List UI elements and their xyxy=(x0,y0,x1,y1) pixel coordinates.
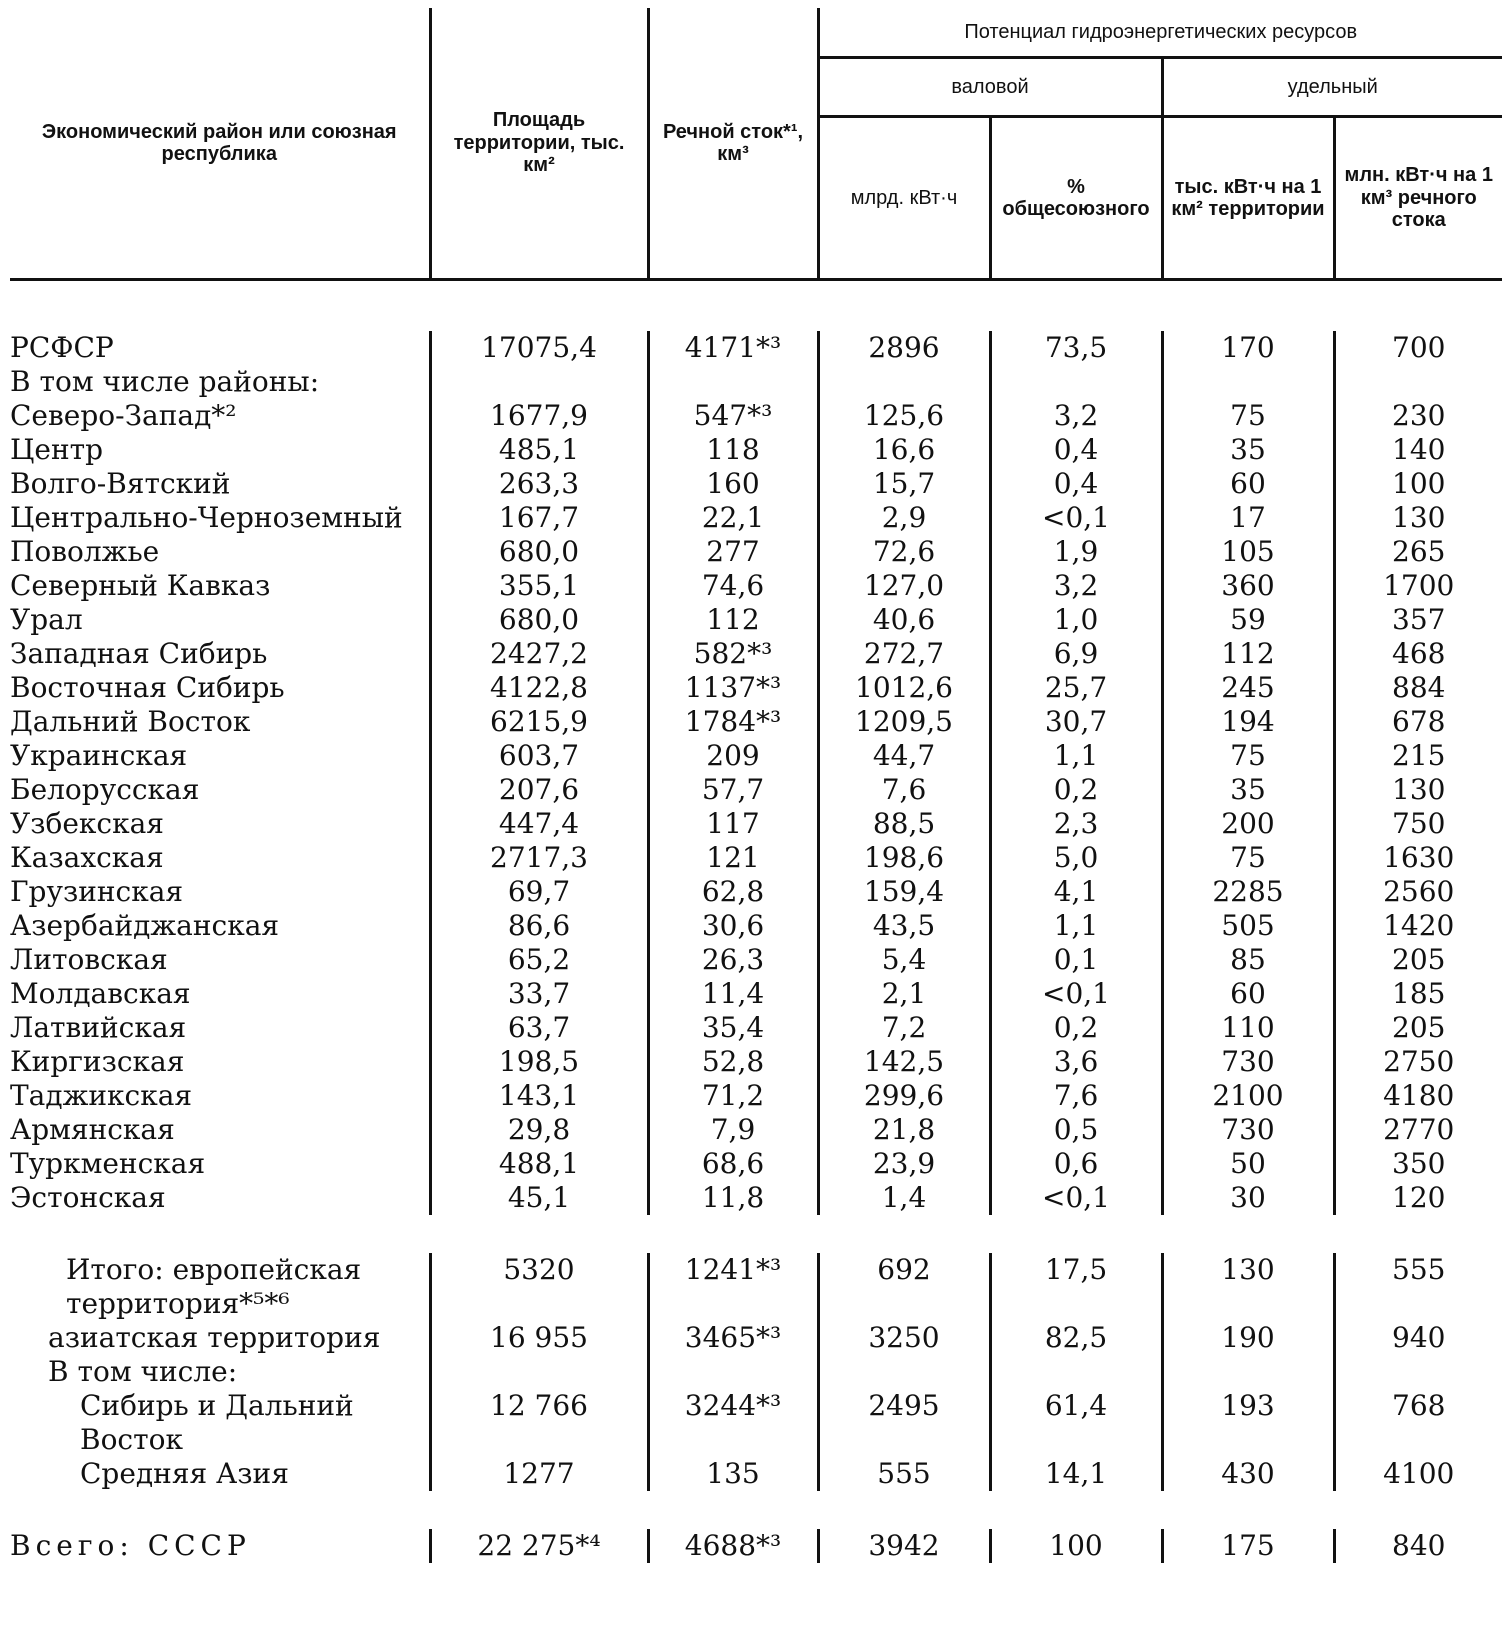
cell-bln: 198,6 xyxy=(818,841,990,875)
cell-per-area: 59 xyxy=(1162,603,1334,637)
cell-bln: 692 xyxy=(818,1253,990,1321)
table-row xyxy=(10,875,1502,909)
cell-pct: 6,9 xyxy=(990,637,1162,671)
cell-bln: 21,8 xyxy=(818,1113,990,1147)
cell-runoff: 4171*³ xyxy=(648,331,818,365)
cell-per-area: 193 xyxy=(1162,1389,1334,1457)
cell-pct: 3,2 xyxy=(990,569,1162,603)
region-name: Армянская xyxy=(10,1113,175,1146)
cell-per-runoff: 750 xyxy=(1334,807,1502,841)
table-row xyxy=(10,603,1502,637)
cell-pct: 0,6 xyxy=(990,1147,1162,1181)
header-gross-bln: млрд. кВт·ч xyxy=(818,117,990,280)
table-row xyxy=(10,671,1502,705)
cell-pct: 1,9 xyxy=(990,535,1162,569)
region-name: Азербайджанская xyxy=(10,909,280,942)
region-name: Западная Сибирь xyxy=(10,637,268,670)
cell-area: 198,5 xyxy=(430,1045,648,1079)
region-name: Узбекская xyxy=(10,807,164,840)
cell-runoff: 71,2 xyxy=(648,1079,818,1113)
cell-area: 680,0 xyxy=(430,535,648,569)
header-runoff: Речной сток*¹, км³ xyxy=(648,8,818,280)
cell-per-area: 175 xyxy=(1162,1529,1334,1563)
cell-bln: 7,6 xyxy=(818,773,990,807)
cell-per-runoff: 205 xyxy=(1334,943,1502,977)
cell-pct: 1,0 xyxy=(990,603,1162,637)
cell-runoff: 1137*³ xyxy=(648,671,818,705)
cell-area: 2717,3 xyxy=(430,841,648,875)
region-name: азиатская территория xyxy=(48,1321,381,1354)
cell-per-area: 194 xyxy=(1162,705,1334,739)
cell-per-runoff: 185 xyxy=(1334,977,1502,1011)
cell-pct: 4,1 xyxy=(990,875,1162,909)
cell-area: 33,7 xyxy=(430,977,648,1011)
cell-per-area: 35 xyxy=(1162,433,1334,467)
cell-per-runoff: 2560 xyxy=(1334,875,1502,909)
including-row xyxy=(10,1355,1502,1389)
cell-bln: 1,4 xyxy=(818,1181,990,1215)
cell-per-runoff: 265 xyxy=(1334,535,1502,569)
cell-pct: 1,1 xyxy=(990,909,1162,943)
cell-runoff xyxy=(648,365,818,399)
cell-bln: 72,6 xyxy=(818,535,990,569)
cell-area: 2427,2 xyxy=(430,637,648,671)
header-region: Экономический район или союзная республика xyxy=(41,120,397,165)
cell-runoff: 3244*³ xyxy=(648,1389,818,1457)
cell-runoff xyxy=(648,1355,818,1389)
cell-per-runoff: 130 xyxy=(1334,773,1502,807)
table-row xyxy=(10,331,1502,365)
region-name: Грузинская xyxy=(10,875,184,908)
cell-pct: 0,5 xyxy=(990,1113,1162,1147)
cell-pct: 0,4 xyxy=(990,467,1162,501)
cell-per-runoff: 100 xyxy=(1334,467,1502,501)
cell-pct: 3,2 xyxy=(990,399,1162,433)
cell-area: 29,8 xyxy=(430,1113,648,1147)
table-row xyxy=(10,399,1502,433)
cell-area: 680,0 xyxy=(430,603,648,637)
table-row xyxy=(10,467,1502,501)
region-name: В том числе районы: xyxy=(10,365,320,398)
table-row xyxy=(10,739,1502,773)
cell-runoff: 277 xyxy=(648,535,818,569)
cell-area: 17075,4 xyxy=(430,331,648,365)
table-row xyxy=(10,1079,1502,1113)
cell-area: 485,1 xyxy=(430,433,648,467)
cell-per-area: 75 xyxy=(1162,841,1334,875)
table-row xyxy=(10,501,1502,535)
cell-bln: 2495 xyxy=(818,1389,990,1457)
region-name: В том числе: xyxy=(48,1355,238,1388)
cell-area xyxy=(430,1355,648,1389)
table-row xyxy=(10,841,1502,875)
cell-area: 12 766 xyxy=(430,1389,648,1457)
cell-pct: 25,7 xyxy=(990,671,1162,705)
cell-pct: 17,5 xyxy=(990,1253,1162,1321)
cell-per-runoff: 940 xyxy=(1334,1321,1502,1355)
cell-per-area: 112 xyxy=(1162,637,1334,671)
table-row xyxy=(10,433,1502,467)
cell-pct xyxy=(990,1355,1162,1389)
total-europe-row xyxy=(10,1253,1502,1321)
cell-per-runoff xyxy=(1334,365,1502,399)
cell-area: 65,2 xyxy=(430,943,648,977)
cell-runoff: 209 xyxy=(648,739,818,773)
cell-bln: 3250 xyxy=(818,1321,990,1355)
cell-per-area: 60 xyxy=(1162,977,1334,1011)
cell-bln xyxy=(818,1355,990,1389)
cell-bln: 2896 xyxy=(818,331,990,365)
cell-per-area: 200 xyxy=(1162,807,1334,841)
region-name: Киргизская xyxy=(10,1045,185,1078)
table-row xyxy=(10,365,1502,399)
cell-per-runoff: 1700 xyxy=(1334,569,1502,603)
cell-area: 355,1 xyxy=(430,569,648,603)
cell-runoff: 547*³ xyxy=(648,399,818,433)
cell-runoff: 11,8 xyxy=(648,1181,818,1215)
cell-area: 167,7 xyxy=(430,501,648,535)
cell-pct: 100 xyxy=(990,1529,1162,1563)
cell-area: 63,7 xyxy=(430,1011,648,1045)
cell-bln: 272,7 xyxy=(818,637,990,671)
cell-per-area: 170 xyxy=(1162,331,1334,365)
cell-area: 603,7 xyxy=(430,739,648,773)
cell-runoff: 52,8 xyxy=(648,1045,818,1079)
cell-bln: 7,2 xyxy=(818,1011,990,1045)
cell-area: 263,3 xyxy=(430,467,648,501)
cell-pct: 61,4 xyxy=(990,1389,1162,1457)
cell-bln: 555 xyxy=(818,1457,990,1491)
table-row xyxy=(10,1147,1502,1181)
cell-pct: 1,1 xyxy=(990,739,1162,773)
cell-bln xyxy=(818,365,990,399)
cell-per-area: 730 xyxy=(1162,1113,1334,1147)
table-row xyxy=(10,637,1502,671)
cell-bln: 44,7 xyxy=(818,739,990,773)
cell-per-runoff: 678 xyxy=(1334,705,1502,739)
cell-area: 69,7 xyxy=(430,875,648,909)
cell-area: 143,1 xyxy=(430,1079,648,1113)
cell-per-area: 30 xyxy=(1162,1181,1334,1215)
header-specific: удельный xyxy=(1162,58,1502,117)
cell-area: 488,1 xyxy=(430,1147,648,1181)
header-potential: Потенциал гидроэнергетических ресурсов xyxy=(818,8,1502,58)
cell-per-runoff: 468 xyxy=(1334,637,1502,671)
cell-pct xyxy=(990,365,1162,399)
cell-area: 6215,9 xyxy=(430,705,648,739)
cell-bln: 159,4 xyxy=(818,875,990,909)
table-row xyxy=(10,1181,1502,1215)
table-header xyxy=(10,8,1502,295)
cell-pct: 30,7 xyxy=(990,705,1162,739)
cell-runoff: 74,6 xyxy=(648,569,818,603)
cell-per-area: 190 xyxy=(1162,1321,1334,1355)
cell-per-area: 50 xyxy=(1162,1147,1334,1181)
cell-runoff: 118 xyxy=(648,433,818,467)
cell-bln: 2,1 xyxy=(818,977,990,1011)
cell-bln: 127,0 xyxy=(818,569,990,603)
cell-per-runoff: 215 xyxy=(1334,739,1502,773)
cell-bln: 299,6 xyxy=(818,1079,990,1113)
table-row xyxy=(10,705,1502,739)
region-name: Казахская xyxy=(10,841,164,874)
cell-per-runoff: 555 xyxy=(1334,1253,1502,1321)
region-name: Итого: европейская территория*⁵*⁶ xyxy=(66,1253,362,1320)
cell-runoff: 112 xyxy=(648,603,818,637)
cell-per-runoff: 768 xyxy=(1334,1389,1502,1457)
cell-per-area: 245 xyxy=(1162,671,1334,705)
cell-per-area: 2100 xyxy=(1162,1079,1334,1113)
table-row xyxy=(10,773,1502,807)
cell-area: 45,1 xyxy=(430,1181,648,1215)
cell-runoff: 582*³ xyxy=(648,637,818,671)
cell-per-runoff: 884 xyxy=(1334,671,1502,705)
cell-per-area: 60 xyxy=(1162,467,1334,501)
cell-per-runoff: 205 xyxy=(1334,1011,1502,1045)
cell-per-area: 130 xyxy=(1162,1253,1334,1321)
cell-pct: <0,1 xyxy=(990,501,1162,535)
cell-per-runoff: 140 xyxy=(1334,433,1502,467)
header-area: Площадь территории, тыс. км² xyxy=(430,8,648,280)
cell-per-runoff: 230 xyxy=(1334,399,1502,433)
table-row xyxy=(10,807,1502,841)
cell-per-runoff: 357 xyxy=(1334,603,1502,637)
table-row xyxy=(10,1011,1502,1045)
cell-per-area: 2285 xyxy=(1162,875,1334,909)
cell-bln: 88,5 xyxy=(818,807,990,841)
cell-pct: 0,1 xyxy=(990,943,1162,977)
cell-area: 1677,9 xyxy=(430,399,648,433)
cell-area: 207,6 xyxy=(430,773,648,807)
cell-area: 22 275*⁴ xyxy=(430,1529,648,1563)
cell-per-runoff: 350 xyxy=(1334,1147,1502,1181)
central-asia-row xyxy=(10,1457,1502,1491)
cell-runoff: 1784*³ xyxy=(648,705,818,739)
cell-per-runoff xyxy=(1334,1355,1502,1389)
region-name: Северный Кавказ xyxy=(10,569,271,602)
region-name: Центрально-Черноземный xyxy=(10,501,403,534)
cell-bln: 125,6 xyxy=(818,399,990,433)
cell-runoff: 35,4 xyxy=(648,1011,818,1045)
cell-bln: 3942 xyxy=(818,1529,990,1563)
table-row xyxy=(10,977,1502,1011)
cell-bln: 15,7 xyxy=(818,467,990,501)
cell-bln: 23,9 xyxy=(818,1147,990,1181)
cell-per-area: 110 xyxy=(1162,1011,1334,1045)
cell-per-runoff: 1630 xyxy=(1334,841,1502,875)
cell-per-area: 75 xyxy=(1162,399,1334,433)
table-row xyxy=(10,535,1502,569)
cell-area: 447,4 xyxy=(430,807,648,841)
hydro-resources-table xyxy=(10,8,1502,1563)
cell-per-area xyxy=(1162,365,1334,399)
cell-area: 16 955 xyxy=(430,1321,648,1355)
table-body xyxy=(10,295,1502,1563)
region-name: Эстонская xyxy=(10,1181,166,1214)
cell-area xyxy=(430,365,648,399)
region-name: Волго-Вятский xyxy=(10,467,231,500)
cell-pct: 73,5 xyxy=(990,331,1162,365)
table-row xyxy=(10,569,1502,603)
cell-runoff: 30,6 xyxy=(648,909,818,943)
cell-runoff: 68,6 xyxy=(648,1147,818,1181)
region-name: Поволжье xyxy=(10,535,160,568)
cell-area: 5320 xyxy=(430,1253,648,1321)
header-gross: валовой xyxy=(818,58,1162,117)
cell-pct: 7,6 xyxy=(990,1079,1162,1113)
cell-runoff: 57,7 xyxy=(648,773,818,807)
cell-per-area: 85 xyxy=(1162,943,1334,977)
cell-runoff: 62,8 xyxy=(648,875,818,909)
cell-runoff: 121 xyxy=(648,841,818,875)
cell-bln: 16,6 xyxy=(818,433,990,467)
region-name: Украинская xyxy=(10,739,188,772)
cell-per-runoff: 2750 xyxy=(1334,1045,1502,1079)
cell-per-runoff: 700 xyxy=(1334,331,1502,365)
cell-area: 4122,8 xyxy=(430,671,648,705)
cell-pct: 82,5 xyxy=(990,1321,1162,1355)
cell-runoff: 22,1 xyxy=(648,501,818,535)
cell-pct: 2,3 xyxy=(990,807,1162,841)
total-asia-row xyxy=(10,1321,1502,1355)
cell-per-area: 75 xyxy=(1162,739,1334,773)
region-name: Средняя Азия xyxy=(80,1457,289,1490)
cell-per-runoff: 130 xyxy=(1334,501,1502,535)
header-spec-runoff: млн. кВт·ч на 1 км³ речного стока xyxy=(1334,117,1502,280)
cell-per-area: 17 xyxy=(1162,501,1334,535)
region-name: Белорусская xyxy=(10,773,200,806)
region-name: Центр xyxy=(10,433,104,466)
cell-runoff: 11,4 xyxy=(648,977,818,1011)
cell-bln: 142,5 xyxy=(818,1045,990,1079)
table-row xyxy=(10,943,1502,977)
cell-per-area xyxy=(1162,1355,1334,1389)
region-name: Таджикская xyxy=(10,1079,193,1112)
cell-per-runoff: 4100 xyxy=(1334,1457,1502,1491)
cell-runoff: 3465*³ xyxy=(648,1321,818,1355)
cell-pct: <0,1 xyxy=(990,977,1162,1011)
cell-runoff: 7,9 xyxy=(648,1113,818,1147)
cell-per-area: 505 xyxy=(1162,909,1334,943)
cell-bln: 1012,6 xyxy=(818,671,990,705)
cell-runoff: 4688*³ xyxy=(648,1529,818,1563)
siberia-row xyxy=(10,1389,1502,1457)
header-spec-area: тыс. кВт·ч на 1 км² территории xyxy=(1162,117,1334,280)
region-name: Сибирь и Дальний Восток xyxy=(80,1389,354,1456)
cell-bln: 43,5 xyxy=(818,909,990,943)
cell-pct: 0,2 xyxy=(990,1011,1162,1045)
cell-pct: 3,6 xyxy=(990,1045,1162,1079)
total-ussr-row xyxy=(10,1529,1502,1563)
region-name: Урал xyxy=(10,603,83,636)
cell-bln: 40,6 xyxy=(818,603,990,637)
cell-per-area: 105 xyxy=(1162,535,1334,569)
region-name: Молдавская xyxy=(10,977,191,1010)
cell-per-runoff: 120 xyxy=(1334,1181,1502,1215)
table-row xyxy=(10,909,1502,943)
table-row xyxy=(10,1113,1502,1147)
region-name: Восточная Сибирь xyxy=(10,671,285,704)
region-name: Всего: СССР xyxy=(10,1529,251,1562)
cell-pct: 14,1 xyxy=(990,1457,1162,1491)
cell-bln: 5,4 xyxy=(818,943,990,977)
region-name: РСФСР xyxy=(10,331,114,364)
region-name: Дальний Восток xyxy=(10,705,251,738)
cell-per-runoff: 840 xyxy=(1334,1529,1502,1563)
cell-pct: 0,4 xyxy=(990,433,1162,467)
cell-area: 86,6 xyxy=(430,909,648,943)
cell-runoff: 26,3 xyxy=(648,943,818,977)
cell-bln: 1209,5 xyxy=(818,705,990,739)
cell-area: 1277 xyxy=(430,1457,648,1491)
cell-pct: 0,2 xyxy=(990,773,1162,807)
cell-per-area: 730 xyxy=(1162,1045,1334,1079)
cell-bln: 2,9 xyxy=(818,501,990,535)
cell-pct: 5,0 xyxy=(990,841,1162,875)
cell-runoff: 135 xyxy=(648,1457,818,1491)
region-name: Северо-Запад*² xyxy=(10,399,237,432)
region-name: Латвийская xyxy=(10,1011,187,1044)
cell-runoff: 1241*³ xyxy=(648,1253,818,1321)
table-row xyxy=(10,1045,1502,1079)
cell-per-area: 35 xyxy=(1162,773,1334,807)
header-gross-pct: % общесоюзного xyxy=(990,117,1162,280)
region-name: Туркменская xyxy=(10,1147,206,1180)
cell-runoff: 117 xyxy=(648,807,818,841)
cell-per-runoff: 1420 xyxy=(1334,909,1502,943)
region-name: Литовская xyxy=(10,943,168,976)
cell-per-runoff: 2770 xyxy=(1334,1113,1502,1147)
cell-per-area: 360 xyxy=(1162,569,1334,603)
cell-pct: <0,1 xyxy=(990,1181,1162,1215)
cell-per-area: 430 xyxy=(1162,1457,1334,1491)
cell-per-runoff: 4180 xyxy=(1334,1079,1502,1113)
cell-runoff: 160 xyxy=(648,467,818,501)
